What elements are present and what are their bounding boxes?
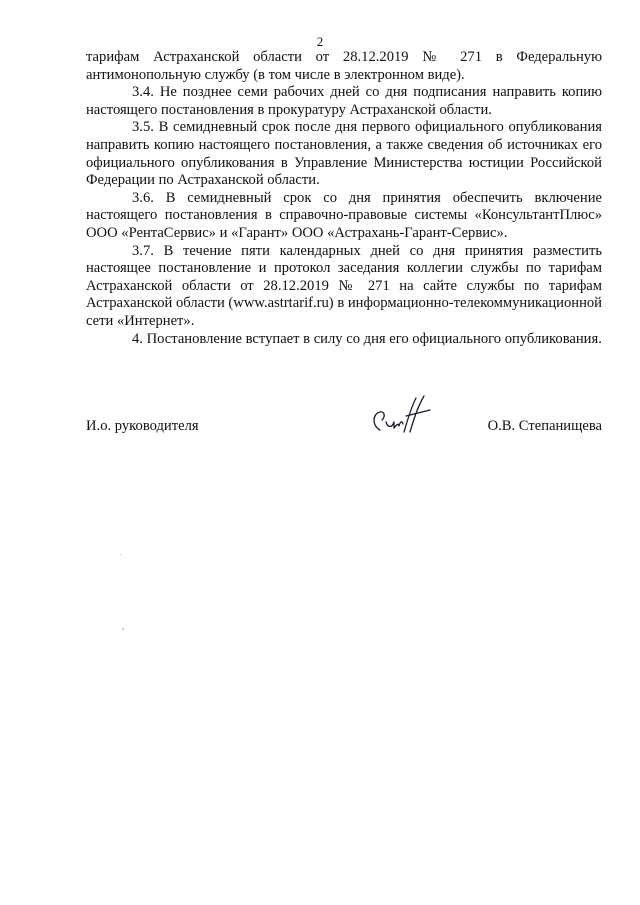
paragraph-3-5: 3.5. В семидневный срок после дня первого официального опубликования направить копию настоящего постановления, а также сведения об источниках его официального опубликования в Управление Министерства юстиции Российской Федерации по Астраханской области. — [86, 119, 602, 189]
signatory-title: И.о. руководителя — [86, 418, 199, 434]
paragraph-3-6: 3.6. В семидневный срок со дня принятия обеспечить включение настоящего постановления в справочно-правовые системы «КонсультантПлюс» ООО «РентаСервис» и «Гарант» ООО «Астрахань-Гарант-Сервис». — [86, 189, 602, 241]
paragraph-3-4: 3.4. Не позднее семи рабочих дней со дня подписания направить копию настоящего постановления в прокуратуру Астраханской области. — [86, 84, 602, 118]
paragraph-4: 4. Постановление вступает в силу со дня его официального опубликования. — [132, 330, 602, 347]
paragraph-continuation: тарифам Астраханской области от 28.12.2019 № 271 в Федеральную антимонопольную службу (в том числе в электронном виде). — [86, 49, 602, 83]
scan-speck — [120, 554, 121, 555]
paragraph-3-7: 3.7. В течение пяти календарных дней со дня принятия разместить настоящее постановление и протокол заседания коллегии службы по тарифам Астраханской области от 28.12.2019 № 271 на сайте службы по тарифам Астраханской области (www.astrtarif.ru) в информационно-телекоммуникационной сети «Интернет». — [86, 242, 602, 329]
handwritten-signature — [368, 392, 438, 442]
signatory-name: О.В. Степанищева — [487, 418, 602, 434]
scan-speck — [122, 628, 124, 630]
page-number: 2 — [316, 34, 324, 49]
document-body — [86, 49, 602, 348]
signature-block — [86, 414, 602, 454]
